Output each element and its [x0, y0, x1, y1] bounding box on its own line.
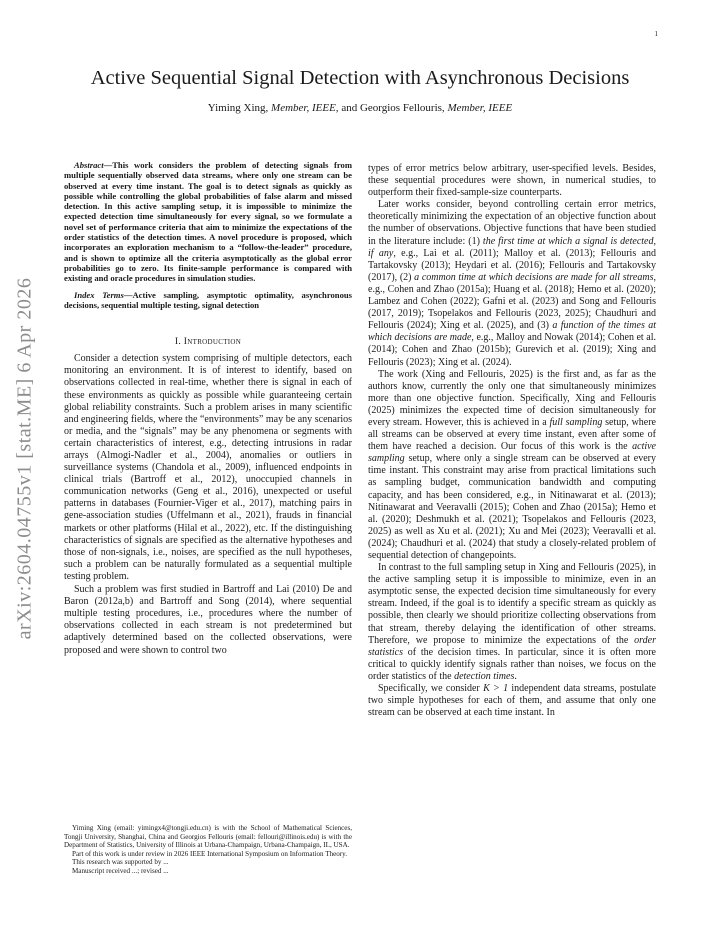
abstract — [64, 160, 352, 284]
text-run: , e.g., Malloy and Nowak (2014); Cohen et al. (2014); Cohen and Zhao (2015b); Gurevich et al. (2019); Xing and Fellouris (2023); Xing et al. (2024). — [368, 332, 656, 368]
abstract-lead: Abstract — [74, 160, 104, 170]
left-column — [64, 160, 352, 657]
paper-title: Active Sequential Signal Detection with Asynchronous Decisions — [90, 67, 630, 89]
emphasis-run: a function of the times at which decisions are made — [368, 320, 657, 344]
text-run: In contrast to the full sampling setup in Xing and Fellouris (2025), in the active sampling setup it is impossible to minimize, even in an asymptotic sense, the expected decision time simultaneously for every stream. Indeed, if the goal is to identify a specific stream as quickly as possible, then clearly we should prioritize collecting observations from that stream, thereby delaying the identification of other streams. Therefore, we propose to minimize the expectations of the — [368, 562, 656, 646]
text-run: setup, where all streams can be observed at every time instant, even after some of them have reached a decision. Our focus of this work is the — [368, 416, 656, 453]
footnote-review: Part of this work is under review in 2026 IEEE International Symposium on Information Theory. — [72, 849, 348, 858]
text-run: Later works consider, beyond controlling certain error metrics, theoretically minimizing the expectation of an objective function about the number of observations. Objective functions that have been studied in the literature include: (1) — [368, 199, 656, 247]
footnote-manuscript: Manuscript received ...; revised ... — [72, 866, 169, 875]
footnotes — [64, 824, 352, 876]
text-run: , e.g., Lai et al. (2011); Malloy et al. (2013); Fellouris and Tartakovsky (2013); Heydari et al. (2016); Fellouris and Tartakovsky (2017), (2) — [368, 247, 656, 283]
author-affiliation-2: Member, IEEE — [447, 102, 513, 114]
emphasis-run: active sampling — [368, 441, 656, 465]
right-paragraph-1: types of error metrics below arbitrary, user-specified levels. Besides, these sequential procedures were shown, in numerical studies, to outperform their fixed-sample-size counterparts. — [368, 163, 656, 199]
right-paragraph-2 — [368, 199, 656, 368]
right-paragraph-5 — [368, 683, 656, 719]
text-run: setup, where only a single stream can be observed at every time instant. This constraint may arise from practical limitations such as sampling budget, communication bandwidth and computing capacity, and has been considered, e.g., in Nitinawarat et al. (2013); Nitinawarat and Veeravalli (2015); Cohen and Zhao (2015a); Hemo et al. (2020); Deshmukh et al. (2021); Tsopelakos and Fellouris (2023, 2025) as well as Xu et al. (2021); Xu and Mei (2023); Veeravalli et al. (2024); Chaudhuri et al. (2024) that study a closely-related problem of sequential detection of changepoints. — [368, 453, 656, 561]
index-terms — [64, 290, 352, 311]
right-column — [368, 163, 656, 719]
text-run: of the decision times. In particular, since it is often more critical to quickly identify signals rather than noises, we focus on the order statistics of the — [368, 646, 656, 682]
intro-paragraph-2: Such a problem was first studied in Bartroff and Lai (2010) De and Baron (2012a,b) and Bartroff and Song (2014), where sequential multiple testing procedures, i.e., procedures where the number of observations collected in each stream is not predetermined but adaptively determined based on the collected observations, were proposed and were shown to control two — [64, 584, 352, 656]
abstract-text: —This work considers the problem of detecting signals from multiple sequentially observed data streams, where only one stream can be observed at every time instant. The goal is to detect signals as quickly as possible while controlling the global probabilities of false alarm and missed detection. In this active sampling setup, it is impossible to minimize the expected detection time simultaneously for every signal, so we formulate a novel set of performance criteria that aim to minimize the expectations of the order statistics of the detection times. A novel procedure is proposed, which incorporates an exploration mechanism to a “follow-the-leader” procedure, and is shown to optimize all the criteria asymptotically as the global error probabilities go to zero. Its finite-sample performance is compared with existing and oracle procedures in simulation studies. — [64, 160, 352, 284]
text-run: Specifically, we consider — [378, 683, 484, 695]
author-affiliation-1: Member, IEEE, — [271, 102, 339, 114]
emphasis-run: the first time at which a signal is detected, if any — [368, 235, 656, 259]
text-run: independent data streams, postulate two simple hypotheses for each of them, and assume that only one stream can be observed at each time instant. In — [368, 683, 656, 719]
right-paragraph-4 — [368, 562, 656, 683]
intro-paragraph-1: Consider a detection system comprising of multiple detectors, each monitoring an environment. It is of interest to identify, based on observations collected in real-time, whether there is signal in each of these environments as quickly as possible while guaranteeing certain global reliability constraints. Such a problem arises in many scientific and engineering fields, where the “environments” may be any scenarios or media, and the “signals” may be any phenomena or segments with certain characteristics of interest, e.g., detecting intrusions in radar arrays (Almogi-Nadler et al., 2004), anomalies or outliers in surveillance systems (Chandola et al., 2009), influenced endpoints in clinical trials (Bartroff et al., 2012), unoccupied channels in communication networks (Geng et al., 2016), unexpected or useful patterns in databases (Fournier-Viger et al., 2017), matching pairs in gene-association studies (Uffelmann et al., 2021), frauds in financial markets or other platforms (Hilal et al., 2022), etc. If the distinguishing characteristics of signals are specified as the alternative hypotheses and those of non-signals, i.e., noises, are specified as the null hypotheses, such a problem can be naturally formulated as a sequential multiple testing problem. — [64, 353, 352, 582]
index-terms-text: —Active sampling, asymptotic optimality, asynchronous decisions, sequential multiple testing, signal detection — [64, 289, 352, 310]
emphasis-run: full sampling — [549, 416, 603, 428]
emphasis-run: a common time at which decisions are made for all streams — [414, 271, 654, 283]
footnote-support: This research was supported by ... — [72, 858, 169, 867]
text-run: The work (Xing and Fellouris, 2025) is the first and, as far as the authors know, currently the only one that simultaneously minimizes more than one objective function. Specifically, Xing and Fellouris (2025) minimizes the expected time of decision simultaneously for every stream. However, this is achieved in a — [368, 368, 656, 428]
author-name-1: Yiming Xing, — [207, 102, 269, 114]
math-inline: K > 1 — [483, 683, 509, 695]
emphasis-run: order statistics — [368, 634, 656, 658]
emphasis-run: detection times — [454, 670, 515, 682]
footnote-affiliations: Yiming Xing (email: yimingx4@tongji.edu.cn) is with the School of Mathematical Sciences, Tongji University, Shanghai, China and Georgios Fellouris (email: fellouri@illinois.edu) is with the Department of Statistics, University of Illinois at Urbana-Champaign, Urbana-Champaign, IL, USA. — [64, 824, 352, 850]
section-heading-introduction: I. Introduction — [174, 336, 242, 348]
text-run: , e.g., Cohen and Zhao (2015a); Huang et al. (2018); Hemo et al. (2020); Lambez and Cohen (2022); Gafni et al. (2023) and Song and Fellouris (2017, 2019); Tsopelakos and Fellouris (2023, 2025); Chaudhuri and Fellouris (2024); Xing et al. (2025), and (3) — [368, 271, 656, 332]
author-name-2: and Georgios Fellouris, — [341, 102, 445, 114]
index-terms-lead: Index Terms — [74, 289, 124, 300]
arxiv-id-label: arXiv:2604.04755v1 [stat.ME] 6 Apr 2026 — [13, 277, 36, 639]
text-run: . — [514, 670, 517, 682]
arxiv-watermark — [2, 258, 48, 658]
page-number: 1 — [654, 30, 658, 38]
author-line — [60, 102, 660, 114]
right-paragraph-3 — [368, 369, 656, 563]
